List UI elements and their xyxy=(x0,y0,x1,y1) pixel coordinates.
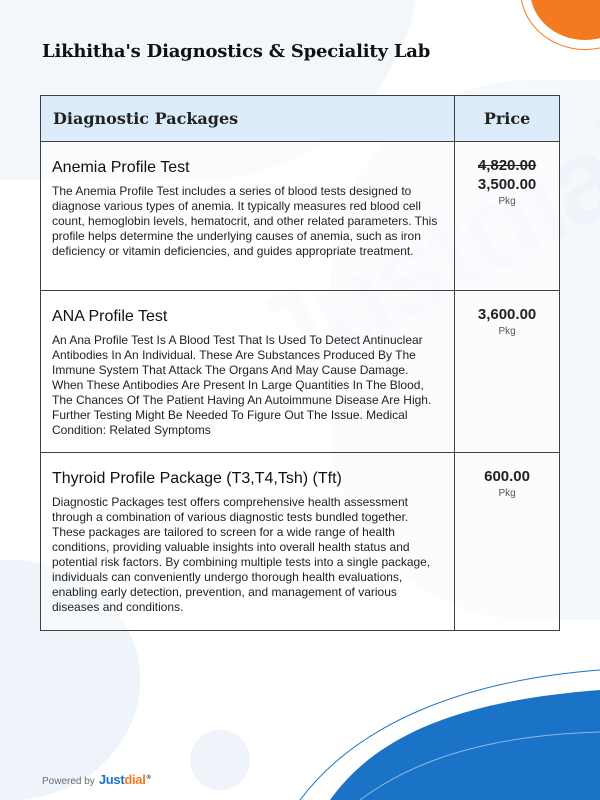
package-cell xyxy=(41,142,455,291)
price-cell xyxy=(455,291,560,453)
price-unit: Pkg xyxy=(498,488,516,499)
package-description: The Anemia Profile Test includes a series of blood tests designed to diagnose various types of anemia. It typically measures red blood cell count, hemoglobin levels, hematocrit, and other related parameters. This profile helps determine the underlying causes of anemia, such as iron deficiency or vitamin deficiencies, and guides appropriate treatment. xyxy=(52,184,438,258)
logo-text-dial: dial xyxy=(124,772,146,787)
table-row xyxy=(41,291,560,453)
column-header-packages: Diagnostic Packages xyxy=(41,96,455,142)
powered-by-text: Powered by xyxy=(42,776,95,787)
lab-name-title: Likhitha's Diagnostics & Speciality Lab xyxy=(42,41,431,62)
package-cell xyxy=(41,291,455,453)
package-name: ANA Profile Test xyxy=(52,308,168,325)
footer xyxy=(42,772,151,787)
price-unit: Pkg xyxy=(498,326,516,337)
original-price: 4,820.00 xyxy=(477,157,537,174)
diagnostic-packages-table xyxy=(40,95,560,631)
package-description: An Ana Profile Test Is A Blood Test That Is Used To Detect Antinuclear Antibodies In An Individual. These Are Substances Produced By The Immune System That Attack The Organs And May Cause Damage. When These Antibodies Are Present In Large Quantities In The Blood, The Chances Of The Patient Having An Autoimmune Disease Are High. Further Testing Might Be Needed To Figure Out The Issue. Medical Condition: Related Symptoms xyxy=(52,333,432,437)
price-cell xyxy=(455,142,560,291)
price-cell xyxy=(455,453,560,631)
discounted-price: 3,500.00 xyxy=(477,176,537,193)
column-header-price: Price xyxy=(455,96,560,142)
package-name: Anemia Profile Test xyxy=(52,159,190,176)
price-unit: Pkg xyxy=(498,196,516,207)
package-cell xyxy=(41,453,455,631)
logo-text-just: Just xyxy=(98,772,125,787)
package-price: 3,600.00 xyxy=(477,306,537,323)
justdial-logo[interactable] xyxy=(99,772,151,787)
package-description: Diagnostic Packages test offers comprehensive health assessment through a combination of various diagnostic tests bundled together. These packages are tailored to screen for a wide range of health conditions, providing valuable insights into overall health status and potential risk factors. By combining multiple tests into a single package, individuals can conveniently undergo thorough health evaluations, enabling early detection, prevention, and management of various diseases and conditions. xyxy=(52,495,431,614)
table-row xyxy=(41,453,560,631)
registered-mark: ® xyxy=(146,774,151,781)
table-row xyxy=(41,142,560,291)
table-header-row xyxy=(41,96,560,142)
package-name: Thyroid Profile Package (T3,T4,Tsh) (Tft) xyxy=(52,470,342,487)
package-price: 600.00 xyxy=(484,468,530,485)
